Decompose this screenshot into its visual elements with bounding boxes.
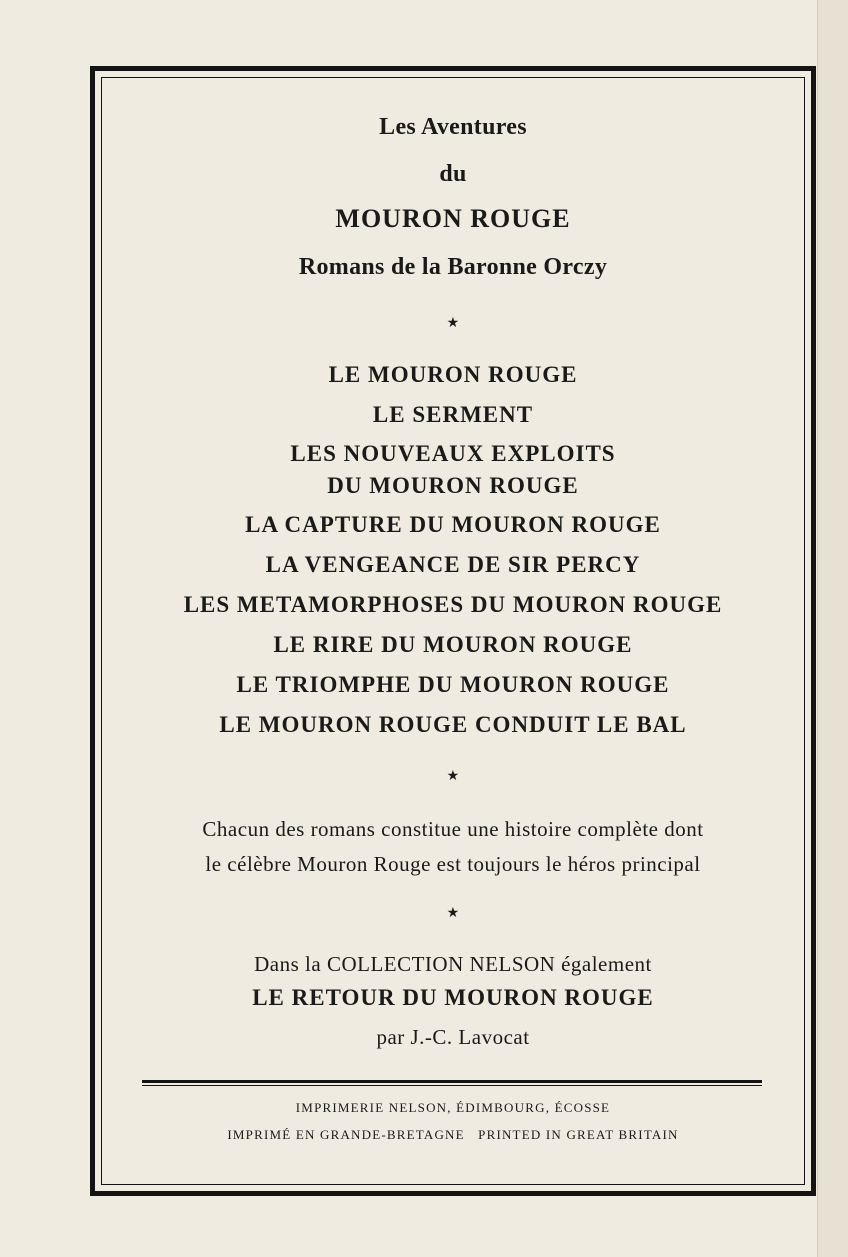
title-item: DU MOURON ROUGE <box>327 473 579 498</box>
title-item: LES METAMORPHOSES DU MOURON ROUGE <box>183 592 723 617</box>
title-item: LE TRIOMPHE DU MOURON ROUGE <box>236 672 670 697</box>
note-line-1: Chacun des romans constitue une histoire complète dont <box>202 817 704 841</box>
spine-edge <box>817 0 848 1257</box>
note-line-2: le célèbre Mouron Rouge est toujours le héros principal <box>205 852 701 876</box>
imprint-rule-thick <box>142 1080 762 1083</box>
title-item: LES NOUVEAUX EXPLOITS <box>290 441 616 466</box>
title-item: LE MOURON ROUGE CONDUIT LE BAL <box>219 712 687 737</box>
imprint-rule-thin <box>142 1085 762 1086</box>
inner-border <box>101 77 805 1185</box>
also-intro: Dans la COLLECTION NELSON également <box>254 952 652 976</box>
star-separator-1: ★ <box>446 315 460 331</box>
title-item: LE MOURON ROUGE <box>328 362 578 387</box>
star-separator-2: ★ <box>446 768 460 784</box>
header-line-2: du <box>439 161 467 187</box>
imprint-line-2: IMPRIMÉ EN GRANDE-BRETAGNE PRINTED IN GREAT BRITAIN <box>227 1127 679 1142</box>
title-item: LE SERMENT <box>372 402 534 427</box>
title-item: LE RIRE DU MOURON ROUGE <box>273 632 633 657</box>
series-title: MOURON ROUGE <box>335 204 571 233</box>
also-title: LE RETOUR DU MOURON ROUGE <box>252 985 654 1010</box>
also-author: par J.-C. Lavocat <box>376 1025 530 1049</box>
imprint-line-1: IMPRIMERIE NELSON, ÉDIMBOURG, ÉCOSSE <box>295 1100 611 1115</box>
header-line-1: Les Aventures <box>379 114 527 140</box>
author-line: Romans de la Baronne Orczy <box>298 254 608 280</box>
title-item: LA CAPTURE DU MOURON ROUGE <box>245 512 661 537</box>
star-separator-3: ★ <box>446 905 460 921</box>
title-item: LA VENGEANCE DE SIR PERCY <box>265 552 641 577</box>
